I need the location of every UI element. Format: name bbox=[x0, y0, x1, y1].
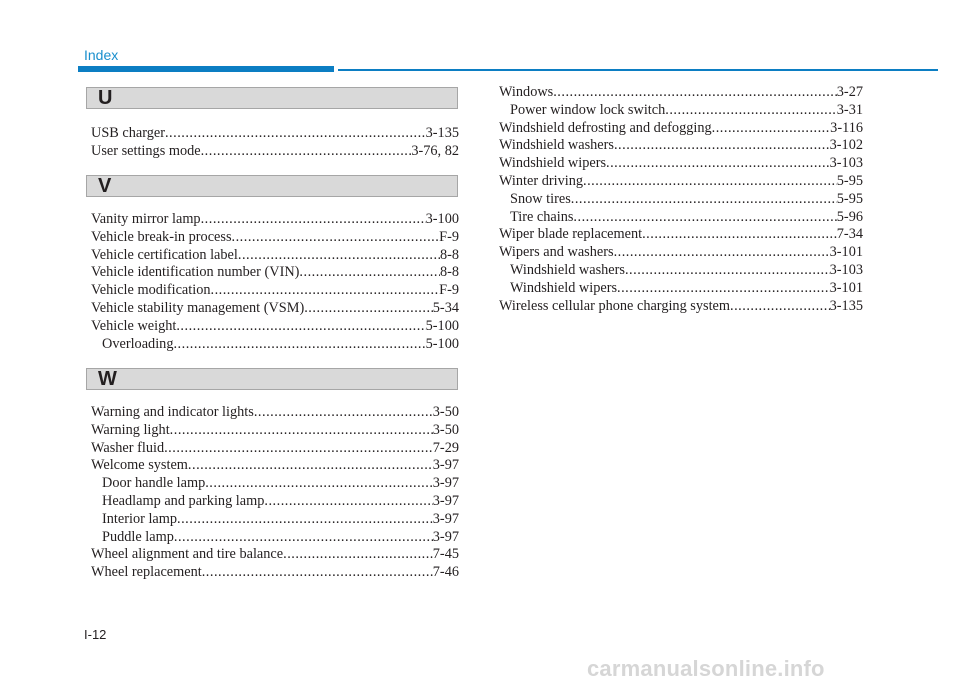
section-header-u bbox=[86, 87, 458, 109]
index-entry[interactable]: Wipers and washers ..... 3-101 bbox=[499, 244, 863, 262]
index-subentry[interactable]: Overloading ..... 5-100 bbox=[91, 336, 459, 354]
index-subentry[interactable]: Windshield washers ..... 3-103 bbox=[499, 262, 863, 280]
index-subentry[interactable]: Headlamp and parking lamp ..... 3-97 bbox=[91, 493, 459, 511]
index-entry[interactable]: Windshield washers ..... 3-102 bbox=[499, 137, 863, 155]
page-title: Index bbox=[84, 47, 119, 63]
index-subentry[interactable]: Power window lock switch ..... 3-31 bbox=[499, 102, 863, 120]
index-entry[interactable]: Windows ..... 3-27 bbox=[499, 84, 863, 102]
page-number: I-12 bbox=[84, 627, 107, 642]
entries-w-continued bbox=[499, 84, 863, 315]
index-subentry[interactable]: Tire chains ..... 5-96 bbox=[499, 209, 863, 227]
index-entry[interactable]: Washer fluid ..... 7-29 bbox=[91, 440, 459, 458]
section-header-w bbox=[86, 368, 458, 390]
index-entry[interactable]: Windshield defrosting and defogging ..... 3-116 bbox=[499, 120, 863, 138]
entries-u bbox=[91, 125, 459, 161]
index-subentry[interactable]: Door handle lamp ..... 3-97 bbox=[91, 475, 459, 493]
index-entry[interactable]: Winter driving ..... 5-95 bbox=[499, 173, 863, 191]
index-entry[interactable]: Vehicle certification label ..... 8-8 bbox=[91, 247, 459, 265]
section-letter-w: W bbox=[98, 368, 117, 390]
index-entry[interactable]: Vanity mirror lamp ..... 3-100 bbox=[91, 211, 459, 229]
index-entry[interactable]: Vehicle weight ..... 5-100 bbox=[91, 318, 459, 336]
header-bar-thin bbox=[338, 69, 938, 71]
index-subentry[interactable]: Puddle lamp ..... 3-97 bbox=[91, 529, 459, 547]
index-entry[interactable]: USB charger ..... 3-135 bbox=[91, 125, 459, 143]
index-entry[interactable]: Wireless cellular phone charging system ..... 3-135 bbox=[499, 298, 863, 316]
index-entry[interactable]: Wheel alignment and tire balance ..... 7-45 bbox=[91, 546, 459, 564]
index-subentry[interactable]: Windshield wipers ..... 3-101 bbox=[499, 280, 863, 298]
header-bar-thick bbox=[78, 66, 334, 72]
index-entry[interactable]: User settings mode ..... 3-76, 82 bbox=[91, 143, 459, 161]
index-entry[interactable]: Wheel replacement ..... 7-46 bbox=[91, 564, 459, 582]
index-entry[interactable]: Welcome system ..... 3-97 bbox=[91, 457, 459, 475]
index-entry[interactable]: Warning light ..... 3-50 bbox=[91, 422, 459, 440]
index-entry[interactable]: Vehicle break-in process ..... F-9 bbox=[91, 229, 459, 247]
entries-w bbox=[91, 404, 459, 582]
index-subentry[interactable]: Snow tires ..... 5-95 bbox=[499, 191, 863, 209]
entries-v bbox=[91, 211, 459, 353]
index-entry[interactable]: Vehicle modification ..... F-9 bbox=[91, 282, 459, 300]
index-entry[interactable]: Wiper blade replacement ..... 7-34 bbox=[499, 226, 863, 244]
section-header-v bbox=[86, 175, 458, 197]
index-entry[interactable]: Vehicle stability management (VSM) ..... 5-34 bbox=[91, 300, 459, 318]
index-subentry[interactable]: Interior lamp ..... 3-97 bbox=[91, 511, 459, 529]
watermark-text: carmanualsonline.info bbox=[587, 656, 825, 681]
index-entry[interactable]: Vehicle identification number (VIN) ..... 8-8 bbox=[91, 264, 459, 282]
index-entry[interactable]: Windshield wipers ..... 3-103 bbox=[499, 155, 863, 173]
index-entry[interactable]: Warning and indicator lights ..... 3-50 bbox=[91, 404, 459, 422]
section-letter-v: V bbox=[98, 175, 112, 197]
section-letter-u: U bbox=[98, 87, 113, 109]
